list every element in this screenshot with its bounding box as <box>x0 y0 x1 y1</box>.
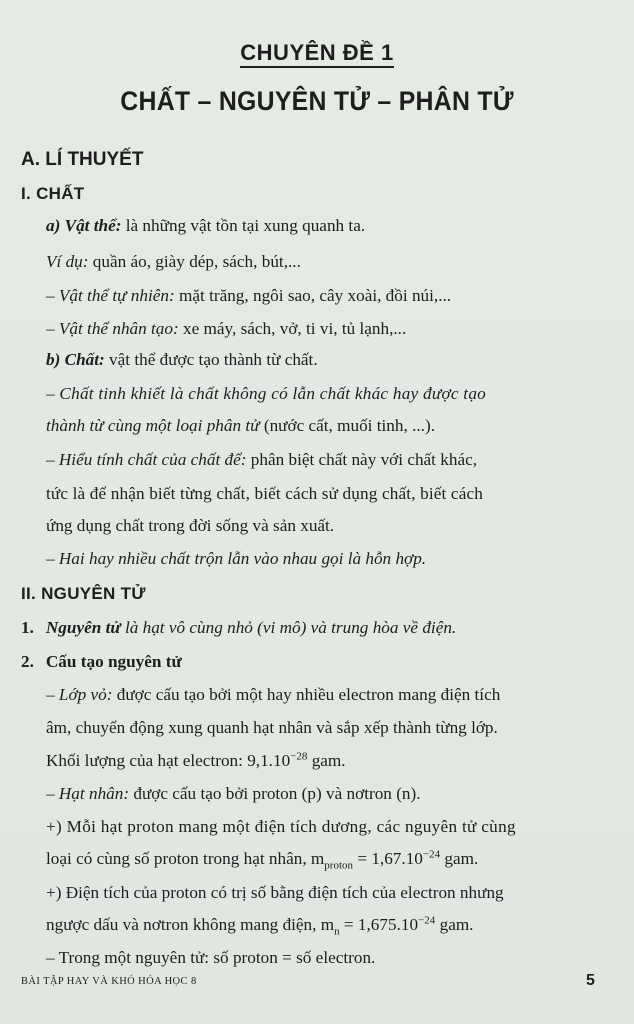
chat-text: vật thể được tạo thành từ chất. <box>104 350 318 369</box>
item-2-number: 2. <box>21 652 34 671</box>
artificial-label: – Vật thể nhân tạo: <box>46 319 179 338</box>
purpose-line-3: ứng dụng chất trong đời sống và sản xuất. <box>46 516 335 535</box>
page-number: 5 <box>586 972 595 989</box>
example-text: quần áo, giày dép, sách, bút,... <box>88 252 301 271</box>
shell-text-1: được cấu tạo bởi một hay nhiều electron mang điện tích <box>112 685 501 704</box>
nucleus-text: được cấu tạo bởi proton (p) và nơtron (n). <box>129 784 421 803</box>
item-2-heading: Cấu tạo nguyên tử <box>45 652 182 671</box>
pure-substance-line-2 <box>46 416 435 436</box>
section-a-heading: A. LÍ THUYẾT <box>21 149 144 170</box>
electron-mass-exponent: −28 <box>290 750 308 763</box>
proton-mass-exponent: −24 <box>422 848 441 861</box>
artificial-text: xe máy, sách, vở, ti vi, tủ lạnh,... <box>178 319 407 338</box>
nucleus-label: – Hạt nhân: <box>46 784 130 803</box>
chat-definition <box>46 350 318 370</box>
natural-text: mặt trăng, ngôi sao, cây xoài, đồi núi,... <box>174 286 452 305</box>
purpose-label: – Hiểu tính chất của chất để: <box>46 450 247 469</box>
proton-line-1: +) Mỗi hạt proton mang một điện tích dương, các nguyên tử cùng <box>46 817 516 836</box>
neutron-mass-value: = 1,675.10 <box>339 915 419 934</box>
electron-mass-unit: gam. <box>307 751 346 770</box>
item-1-term: Nguyên tử <box>45 618 121 637</box>
vat-the-definition <box>46 216 365 236</box>
item-1-text: là hạt vô cùng nhỏ (vi mô) và trung hòa về điện. <box>120 618 457 637</box>
mixture-line: – Hai hay nhiều chất trộn lẫn vào nhau gọi là hỗn hợp. <box>46 549 427 568</box>
nucleus-line <box>46 784 421 804</box>
neutron-mass-unit: gam. <box>435 915 474 934</box>
section-chat-heading: I. CHẤT <box>21 184 85 203</box>
proton-line-2 <box>46 848 479 872</box>
natural-object-line <box>46 286 451 306</box>
book-title-footer: BÀI TẬP HAY VÀ KHÓ HÓA HỌC 8 <box>21 976 197 987</box>
item-1 <box>21 618 456 638</box>
electron-mass-line <box>46 751 346 771</box>
artificial-object-line <box>46 319 406 339</box>
charge-line-2 <box>46 914 474 938</box>
chat-label: b) Chất: <box>46 350 105 369</box>
pure-substance-example: (nước cất, muối tinh, ...). <box>259 416 435 435</box>
proton-electron-equality: – Trong một nguyên tử: số proton = số electron. <box>46 948 376 967</box>
proton-mass-unit: gam. <box>440 849 479 868</box>
shell-line-2: âm, chuyển động xung quanh hạt nhân và sắp xếp thành từng lớp. <box>46 718 498 737</box>
vat-the-example <box>46 252 301 272</box>
pure-substance-line-1: – Chất tinh khiết là chất không có lẫn chất khác hay được tạo <box>46 384 487 403</box>
example-label: Ví dụ: <box>46 252 89 271</box>
chapter-label: CHUYÊN ĐỀ 1 <box>0 40 634 66</box>
purpose-line-2: tức là để nhận biết từng chất, biết cách sử dụng chất, biết cách <box>46 484 483 503</box>
vat-the-label: a) Vật thể: <box>46 216 122 235</box>
neutron-mass-text: ngược dấu và nơtron không mang điện, m <box>46 915 335 934</box>
pure-substance-italic: thành từ cùng một loại phân tử <box>46 416 260 435</box>
purpose-text-1: phân biệt chất này với chất khác, <box>246 450 477 469</box>
proton-mass-text: loại có cùng số proton trong hạt nhân, m <box>46 849 325 868</box>
natural-label: – Vật thể tự nhiên: <box>46 286 175 305</box>
proton-subscript: proton <box>324 859 354 872</box>
purpose-line-1 <box>46 450 477 470</box>
neutron-subscript: n <box>334 925 340 938</box>
neutron-mass-exponent: −24 <box>418 914 436 927</box>
electron-mass-text: Khối lượng của hạt electron: 9,1.10 <box>46 751 291 770</box>
section-nguyen-tu-heading: II. NGUYÊN TỬ <box>21 584 146 603</box>
vat-the-text: là những vật tồn tại xung quanh ta. <box>121 216 366 235</box>
shell-label: – Lớp vỏ: <box>46 685 113 704</box>
item-1-number: 1. <box>21 618 34 637</box>
chapter-title: CHẤT – NGUYÊN TỬ – PHÂN TỬ <box>120 86 514 116</box>
proton-mass-value: = 1,67.10 <box>353 849 423 868</box>
charge-line-1: +) Điện tích của proton có trị số bằng điện tích của electron nhưng <box>46 883 504 902</box>
item-2 <box>21 652 182 672</box>
shell-line-1 <box>46 685 500 705</box>
